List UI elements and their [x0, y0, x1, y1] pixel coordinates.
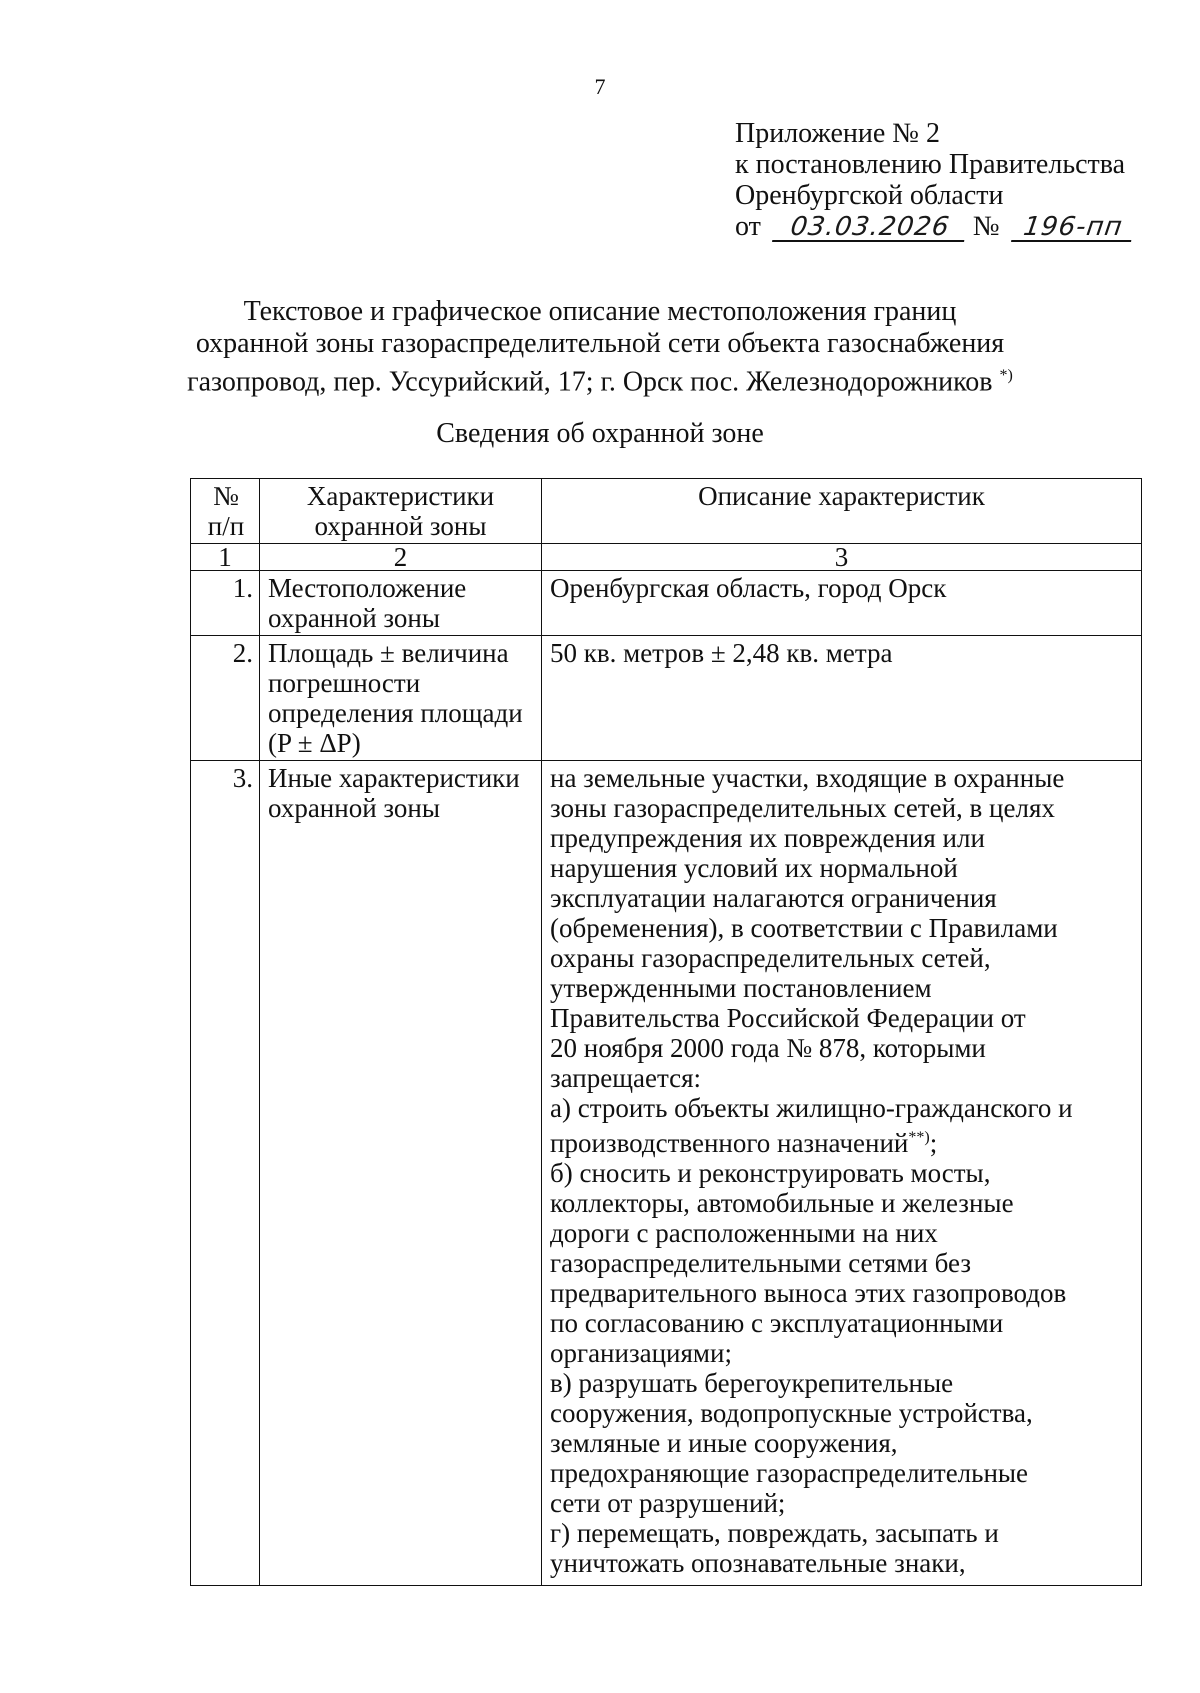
- col-number-1: 1: [191, 544, 260, 571]
- restrictions-text-part-1-end: ;: [929, 1128, 938, 1158]
- table-row: [191, 636, 1142, 761]
- row-number: 1.: [191, 571, 260, 636]
- page-number: 7: [594, 74, 606, 99]
- row-characteristic: Местоположение охранной зоны: [260, 571, 542, 636]
- appendix-line-4: [735, 211, 1133, 242]
- table-row: [191, 761, 1142, 1586]
- number-label: №: [972, 211, 1000, 242]
- handwritten-date: 03.03.2026: [772, 214, 968, 242]
- table-header-row: [191, 479, 1142, 544]
- zone-info-table: [190, 478, 1142, 1586]
- restrictions-footnote-mark: **): [908, 1129, 930, 1146]
- appendix-block: [735, 118, 1133, 242]
- section-subtitle: Сведения об охранной зоне: [436, 418, 764, 449]
- title-line-3: [0, 360, 1200, 398]
- header-number: № п/п: [191, 479, 260, 544]
- from-label: от: [735, 211, 761, 242]
- handwritten-number: 196-пп: [1011, 214, 1135, 242]
- restrictions-text-part-2: б) сносить и реконструировать мосты, коллекторы, автомобильные и железные дороги с расположенными на них газораспределительными сетями без предварительного выноса этих газопроводов по согласованию с эксплуатационными организациями; в) разрушать берегоукрепительные сооружения, водопропускные устройства, земляные и иные сооружения, предохраняющие газораспределительные сети от разрушений; г) перемещать, повреждать, засыпать и уничтожать опознавательные знаки,: [550, 1158, 1067, 1578]
- table-column-numbers-row: [191, 544, 1142, 571]
- restrictions-text-part-1: на земельные участки, входящие в охранные зоны газораспределительных сетей, в целях предупреждения их повреждения или нарушения условий их нормальной эксплуатации налагаются ограничения (обременения), в соответствии с Правилами охраны газораспределительных сетей, утвержденными постановлением Правительства Российской Федерации от 20 ноября 2000 года № 878, которыми запрещается: а) строить объекты жилищно-гражданского и производственного назначений: [550, 763, 1073, 1158]
- row-description: 50 кв. метров ± 2,48 кв. метра: [542, 636, 1142, 761]
- title-line-3-text: газопровод, пер. Уссурийский, 17; г. Орск пос. Железнодорожников: [187, 366, 993, 398]
- appendix-line-3: Оренбургской области: [735, 180, 1004, 211]
- row-description: Оренбургская область, город Орск: [542, 571, 1142, 636]
- col-number-2: 2: [260, 544, 542, 571]
- table-row: [191, 571, 1142, 636]
- col-number-3: 3: [542, 544, 1142, 571]
- appendix-line-1: Приложение № 2: [735, 118, 940, 149]
- document-title: [0, 296, 1200, 398]
- row-characteristic: Иные характеристики охранной зоны: [260, 761, 542, 1586]
- row-number: 3.: [191, 761, 260, 1586]
- header-characteristics: Характеристики охранной зоны: [260, 479, 542, 544]
- row-number: 2.: [191, 636, 260, 761]
- title-line-2: охранной зоны газораспределительной сети объекта газоснабжения: [195, 328, 1005, 359]
- title-line-1: Текстовое и графическое описание местоположения границ: [243, 296, 957, 327]
- row-description: [542, 761, 1142, 1586]
- title-footnote-mark: *): [999, 367, 1013, 384]
- appendix-line-2: к постановлению Правительства: [735, 149, 1126, 180]
- row-characteristic: Площадь ± величина погрешности определения площади (P ± ΔP): [260, 636, 542, 761]
- header-description: Описание характеристик: [542, 479, 1142, 544]
